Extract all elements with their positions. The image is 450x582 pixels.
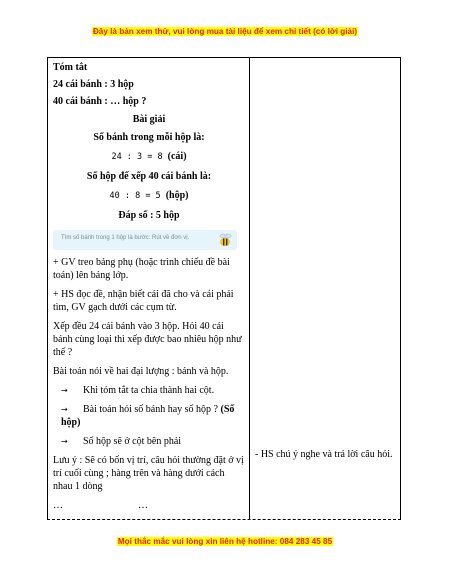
calc-1: 24 : 3 = 8: [111, 152, 163, 162]
hint-text: Tìm số bánh trong 1 hộp là bước: Rút về đơn vị.: [61, 235, 190, 241]
lesson-table: [47, 57, 401, 520]
bullet-4: Bài toán nói về hai đại lượng : bánh và hộp.: [53, 366, 229, 377]
arrow-item-3: [53, 435, 245, 448]
arrow-right-icon: →: [61, 405, 68, 414]
calc-row-2: [53, 189, 245, 203]
answer: Đáp số : 5 hộp: [118, 210, 180, 221]
student-activity: - HS chú ý nghe và trả lời câu hỏi.: [255, 449, 393, 460]
arrow-text-2: Bài toán hỏi số bánh hay số hộp ?: [83, 404, 218, 415]
note: Lưu ý : Sẽ có bốn vị trí, câu hỏi thường đặt ở vị trí cuối cùng ; hàng trên và hàng dưới cách nhau 1 dòng: [53, 455, 244, 492]
hint-box: [53, 230, 237, 250]
arrow-right-icon: →: [61, 437, 68, 446]
column-divider: [249, 58, 250, 519]
arrow-text-1: Khi tóm tắt ta chia thành hai cột.: [83, 385, 215, 396]
calc-2: 40 : 8 = 5: [109, 191, 161, 201]
arrow-right-icon: →: [61, 386, 68, 395]
bullet-2: + HS đọc đề, nhận biết cái đã cho và cái phải tìm, GV gạch dưới các cụm từ.: [53, 289, 234, 313]
question-1: Số bánh trong mỗi hộp là:: [93, 132, 205, 143]
dots-row: [53, 499, 245, 512]
solution-title: Bài giải: [132, 114, 166, 125]
bullet-1: + GV treo bảng phụ (hoặc trình chiếu đề bài toán) lên bảng lớp.: [53, 257, 230, 281]
summary-title: Tóm tắt: [53, 62, 88, 73]
calc-row-1: [53, 150, 245, 164]
left-column: [53, 61, 245, 512]
unit-2: (hộp): [165, 190, 189, 201]
bee-icon: [217, 232, 233, 248]
dots-2: …: [138, 500, 148, 511]
arrow-item-2: [53, 403, 245, 429]
preview-banner: [0, 27, 450, 36]
arrow-text-3: Số hộp sẽ ở cột bên phải: [83, 436, 182, 447]
preview-banner-text: Đây là bản xem thử, vui lòng mua tài liệu để xem chi tiết (có lời giải): [92, 27, 358, 36]
arrow-item-1: [53, 384, 245, 397]
question-2: Số hộp để xếp 40 cái bánh là:: [86, 171, 212, 182]
bullet-3: Xếp đều 24 cái bánh vào 3 hộp. Hỏi 40 cái bánh cùng loại thì xếp được bao nhiêu hộp như thế ?: [53, 321, 242, 358]
right-column: [255, 448, 397, 461]
contact-banner: [0, 537, 450, 546]
contact-banner-text: Mọi thắc mắc vui lòng xin liên hệ hotline: 084 283 45 85: [117, 537, 333, 546]
summary-line-2: 40 cái bánh : … hộp ?: [53, 96, 147, 107]
unit-1: (cái): [167, 151, 187, 162]
arrow-text-2-bold: (Số hộp): [61, 404, 235, 428]
summary-line-1: 24 cái bánh : 3 hộp: [53, 79, 134, 90]
dots-1: …: [53, 500, 63, 511]
